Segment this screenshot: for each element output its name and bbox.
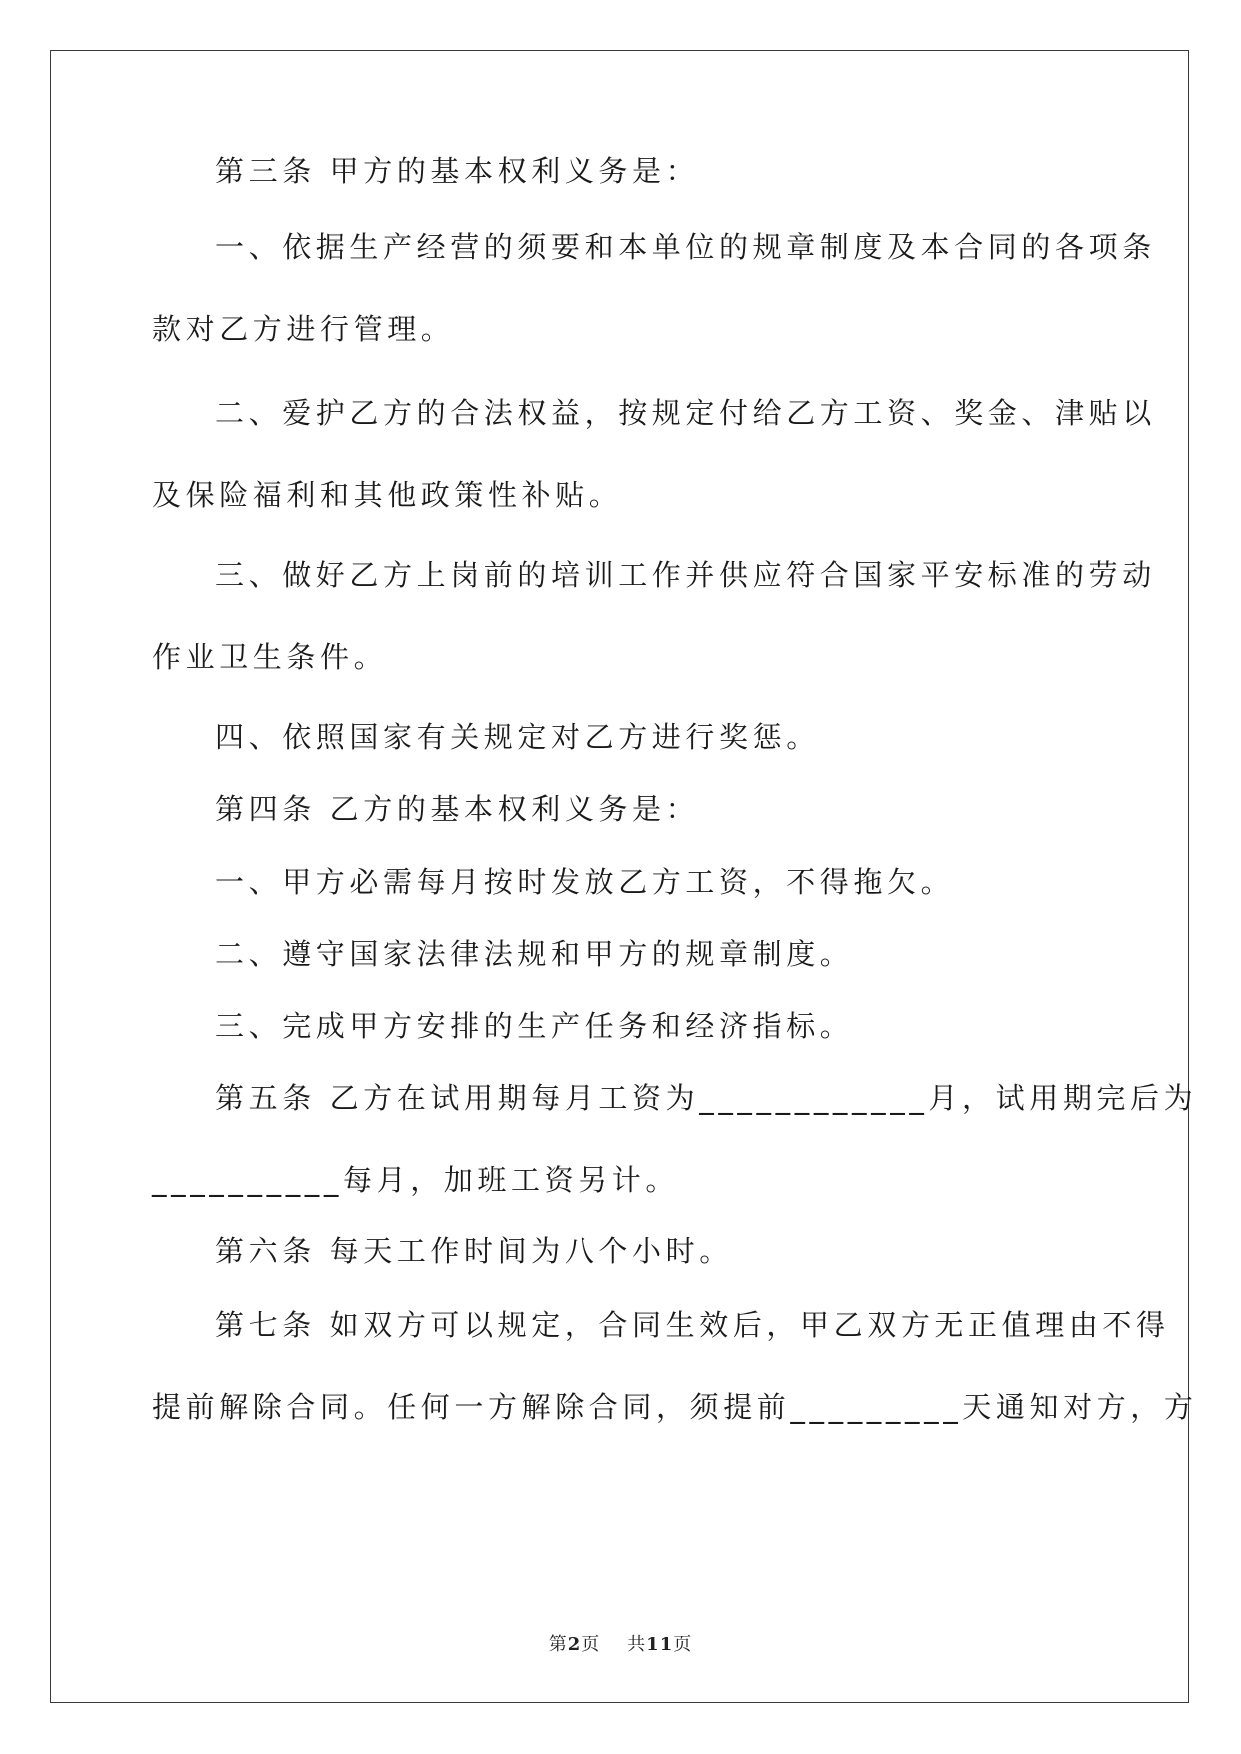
paragraph-line: __________每月，加班工资另计。 <box>152 1163 680 1197</box>
total-label-suffix: 页 <box>673 1634 693 1655</box>
article-3-clause-1 <box>152 206 1156 370</box>
paragraph-line: 第六条 每天工作时间为八个小时。 <box>215 1234 733 1268</box>
paragraph-line: 二、遵守国家法律法规和甲方的规章制度。 <box>215 937 854 971</box>
paragraph-line: 第七条 如双方可以规定，合同生效后，甲乙双方无正值理由不得 <box>215 1308 1170 1342</box>
article-3-clause-3 <box>152 534 1156 698</box>
article-3-clause-2 <box>152 372 1156 536</box>
article-4-heading <box>152 768 1088 850</box>
paragraph-line: 第五条 乙方在试用期每月工资为____________月，试用期完后为 <box>215 1081 1198 1115</box>
paragraph-line: 四、依照国家有关规定对乙方进行奖惩。 <box>215 720 820 754</box>
article-4-clause-1 <box>152 841 1088 923</box>
paragraph-line: 一、甲方必需每月按时发放乙方工资，不得拖欠。 <box>215 865 955 899</box>
article-4-clause-3 <box>152 985 1088 1067</box>
paragraph-line: 三、做好乙方上岗前的培训工作并供应符合国家平安标准的劳动 <box>215 558 1156 592</box>
paragraph-line: 二、爱护乙方的合法权益，按规定付给乙方工资、奖金、津贴以 <box>215 396 1156 430</box>
article-4-clause-2 <box>152 913 1088 995</box>
page-number: 2 <box>567 1634 582 1655</box>
paragraph-line: 第四条 乙方的基本权利义务是： <box>215 792 700 826</box>
article-7 <box>152 1284 1198 1448</box>
total-label-prefix: 共 <box>627 1634 647 1655</box>
paragraph-line: 三、完成甲方安排的生产任务和经济指标。 <box>215 1009 854 1043</box>
paragraph-line: 作业卫生条件。 <box>152 640 388 674</box>
paragraph-line: 及保险福利和其他政策性补贴。 <box>152 478 623 512</box>
paragraph-line: 款对乙方进行管理。 <box>152 312 455 346</box>
article-3-clause-4 <box>152 696 1088 778</box>
article-3-heading <box>152 130 1088 212</box>
paragraph-line: 一、依据生产经营的须要和本单位的规章制度及本合同的各项条 <box>215 230 1156 264</box>
page-label-suffix: 页 <box>581 1634 601 1655</box>
total-pages: 11 <box>646 1634 674 1655</box>
paragraph-line: 提前解除合同。任何一方解除合同，须提前_________天通知对方，方 <box>152 1390 1198 1424</box>
article-5 <box>152 1057 1198 1221</box>
paragraph-line: 第三条 甲方的基本权利义务是： <box>215 154 700 188</box>
article-6 <box>152 1210 1088 1292</box>
page-footer <box>0 1630 1241 1656</box>
page-label-prefix: 第 <box>548 1634 568 1655</box>
